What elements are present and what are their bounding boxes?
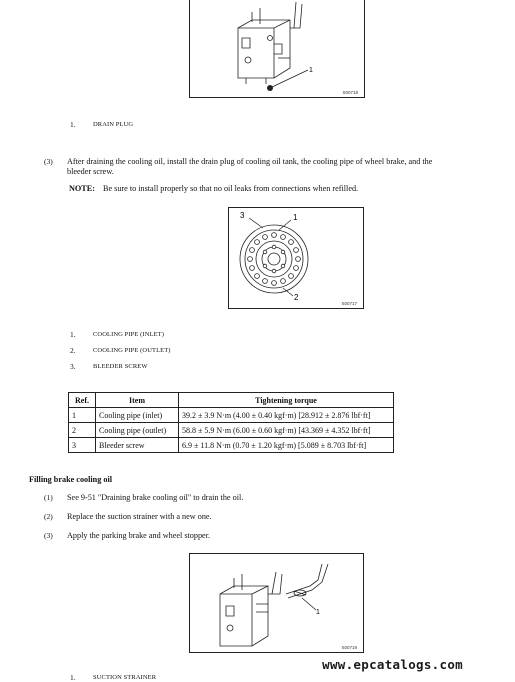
table-cell-torque: 39.2 ± 3.9 N·m (4.00 ± 0.40 kgf·m) [28.912 ± 2.876 lbf·ft] (179, 408, 394, 423)
table-row (69, 408, 394, 423)
list2-num-3: 3. (70, 362, 76, 371)
table-cell-torque: 6.9 ± 11.8 N·m (0.70 ± 1.20 kgf·m) [5.089 ± 8.703 lbf·ft] (179, 438, 394, 453)
step3a-num: (3) (44, 157, 53, 166)
figure3-callout: 1 (316, 609, 320, 616)
figure2-callout-3: 3 (240, 211, 245, 220)
step-text-2: Replace the suction strainer with a new one. (67, 512, 212, 521)
note (69, 184, 358, 194)
table-cell-torque: 58.8 ± 5.9 N·m (6.00 ± 0.60 kgf·m) [43.369 ± 4.352 lbf·ft] (179, 423, 394, 438)
step-num-2: (2) (44, 512, 53, 521)
table-header-row (69, 393, 394, 408)
step3a-text-line1: After draining the cooling oil, install the drain plug of cooling oil tank, the cooling pipe of wheel brake, and the (67, 157, 433, 166)
tank-drawing-1 (190, 0, 364, 97)
list2-label-3: BLEEDER SCREW (93, 363, 148, 370)
torque-table (68, 392, 394, 453)
table-cell-ref: 3 (69, 438, 96, 453)
table-row (69, 438, 394, 453)
step3a-text-line2: bleeder screw. (67, 167, 114, 176)
table-header-torque: Tightening torque (179, 393, 394, 408)
table-cell-item: Cooling pipe (inlet) (96, 408, 179, 423)
tank-drawing-3 (190, 554, 363, 652)
table-cell-item: Cooling pipe (outlet) (96, 423, 179, 438)
figure3-code: S00719 (341, 645, 357, 650)
figure2-code: S00717 (341, 301, 357, 306)
table-cell-ref: 2 (69, 423, 96, 438)
figure1-code: S00718 (342, 90, 358, 95)
note-text: Be sure to install properly so that no oil leaks from connections when refilled. (102, 184, 359, 193)
table-cell-item: Bleeder screw (96, 438, 179, 453)
step3a-text (67, 157, 497, 177)
list3-label: SUCTION STRAINER (93, 674, 157, 681)
list3-num: 1. (70, 673, 76, 682)
list2-num-1: 1. (70, 330, 76, 339)
list2-label-2: COOLING PIPE (OUTLET) (93, 347, 171, 354)
list2-num-2: 2. (70, 346, 76, 355)
hub-drawing (229, 208, 363, 308)
figure-drain-plug (189, 0, 365, 98)
figure2-callout-1: 1 (293, 213, 298, 222)
figure-wheel-brake (228, 207, 364, 309)
figure-suction-strainer (189, 553, 364, 653)
section-heading: Filling brake cooling oil (29, 475, 113, 484)
list2-label-1: COOLING PIPE (INLET) (93, 331, 164, 338)
note-label: NOTE: (69, 184, 95, 193)
table-header-item: Item (96, 393, 179, 408)
step-num-3: (3) (44, 531, 53, 540)
list1-label: DRAIN PLUG (93, 121, 134, 128)
watermark: www.epcatalogs.com (322, 657, 463, 672)
figure1-callout: 1 (309, 67, 313, 74)
list1-num: 1. (70, 120, 76, 129)
step-text-1: See 9-51 "Draining brake cooling oil" to drain the oil. (67, 493, 244, 502)
figure2-callout-2: 2 (294, 293, 299, 302)
table-row (69, 423, 394, 438)
table-header-ref: Ref. (69, 393, 96, 408)
table-cell-ref: 1 (69, 408, 96, 423)
step-num-1: (1) (44, 493, 53, 502)
step-text-3: Apply the parking brake and wheel stopper. (67, 531, 211, 540)
